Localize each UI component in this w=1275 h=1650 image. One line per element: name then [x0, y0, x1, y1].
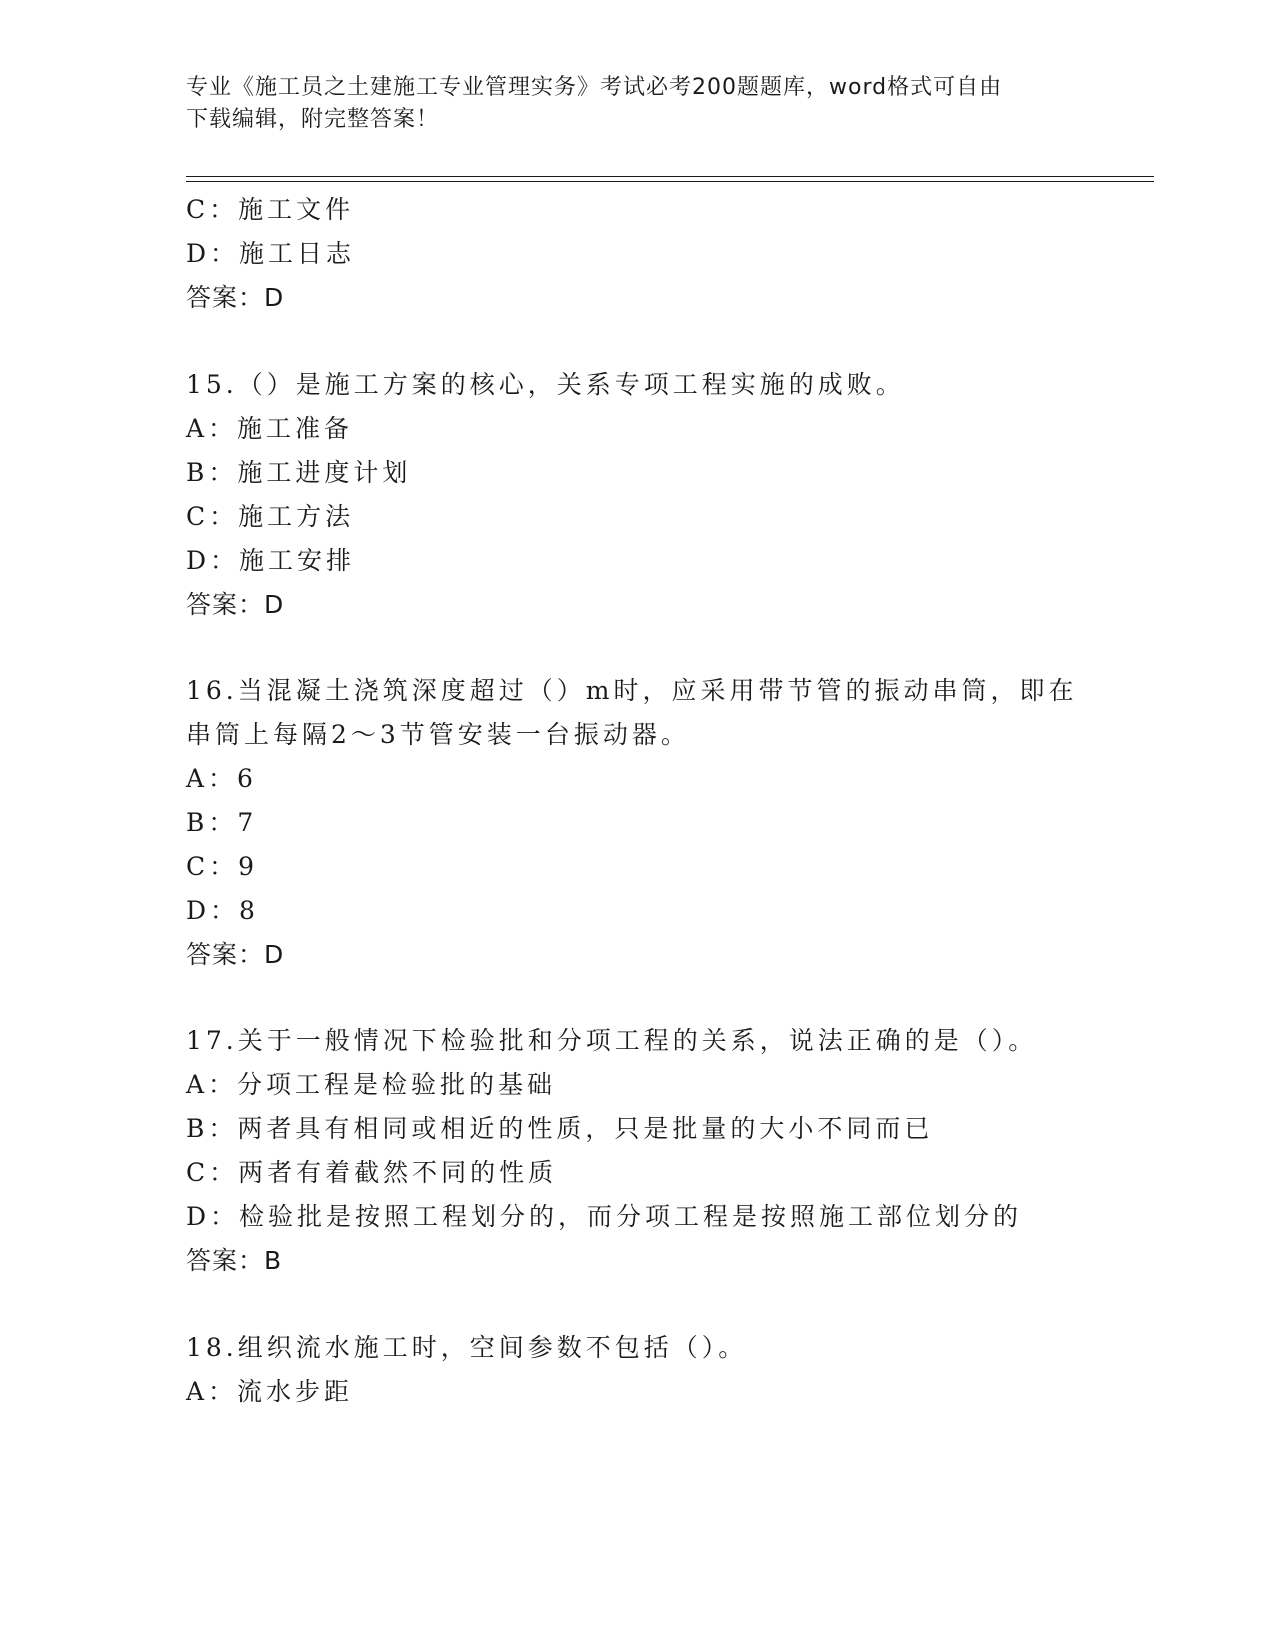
q16-option-c: C：9 [186, 852, 259, 881]
q15-answer: 答案：D [186, 590, 285, 619]
prev-option-c: C：施工文件 [186, 195, 355, 224]
q16-option-a: A：6 [186, 764, 257, 793]
header-divider-bottom [186, 181, 1154, 182]
prev-option-d: D：施工日志 [186, 239, 356, 268]
q17-option-d: D：检验批是按照工程划分的，而分项工程是按照施工部位划分的 [186, 1202, 1023, 1231]
q15-stem: 15.（）是施工方案的核心，关系专项工程实施的成败。 [186, 370, 905, 399]
q16-stem-line-2: 串筒上每隔2～3节管安装一台振动器。 [186, 720, 690, 749]
q17-option-c: C：两者有着截然不同的性质 [186, 1158, 558, 1187]
q18-stem: 18.组织流水施工时，空间参数不包括（）。 [186, 1333, 748, 1362]
prev-answer: 答案：D [186, 283, 285, 312]
q15-option-b: B：施工进度计划 [186, 458, 412, 487]
q16-stem-line-1: 16.当混凝土浇筑深度超过（）m时，应采用带节管的振动串筒，即在 [186, 676, 1078, 705]
q15-option-c: C：施工方法 [186, 502, 355, 531]
header-divider-top [186, 176, 1154, 177]
q16-answer: 答案：D [186, 940, 285, 969]
q16-option-b: B：7 [186, 808, 258, 837]
q17-option-b: B：两者具有相同或相近的性质，只是批量的大小不同而已 [186, 1114, 934, 1143]
q15-option-a: A：施工准备 [186, 414, 354, 443]
q15-option-d: D：施工安排 [186, 546, 356, 575]
q16-option-d: D：8 [186, 896, 259, 925]
q17-stem: 17.关于一般情况下检验批和分项工程的关系，说法正确的是（）。 [186, 1026, 1038, 1055]
document-header [186, 72, 1086, 136]
header-line-1: 专业《施工员之土建施工专业管理实务》考试必考200题题库，word格式可自由 [186, 75, 1003, 100]
q17-answer: 答案：B [186, 1246, 283, 1275]
header-line-2: 下载编辑，附完整答案！ [186, 107, 440, 132]
q18-option-a: A：流水步距 [186, 1377, 354, 1406]
q17-option-a: A：分项工程是检验批的基础 [186, 1070, 557, 1099]
